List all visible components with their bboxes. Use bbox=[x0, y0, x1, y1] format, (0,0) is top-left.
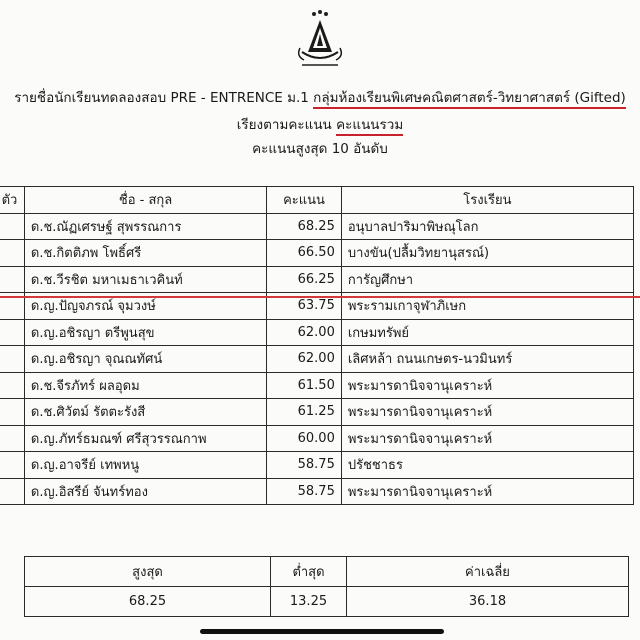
score-cell: 63.75 bbox=[267, 293, 342, 320]
table-row bbox=[0, 425, 634, 452]
home-indicator[interactable] bbox=[200, 629, 444, 634]
school-cell: ปรัชชาธร bbox=[341, 452, 633, 479]
summary-header-max: สูงสุด bbox=[25, 557, 271, 587]
red-divider-line bbox=[0, 296, 640, 298]
name-cell: ด.ช.จีรภัทร์ ผลอุดม bbox=[24, 372, 266, 399]
table-row bbox=[0, 452, 634, 479]
score-cell: 66.25 bbox=[267, 266, 342, 293]
table-header-row bbox=[0, 187, 634, 214]
name-cell: ด.ญ.ภัทร์ธมณฑ์ ศรีสุวรรณกาพ bbox=[24, 425, 266, 452]
summary-min-value: 13.25 bbox=[271, 587, 347, 617]
rank-cell bbox=[0, 319, 24, 346]
name-cell: ด.ช.ณัฏเศรษฐ์ สุพรรณการ bbox=[24, 213, 266, 240]
summary-table bbox=[24, 556, 629, 617]
ranking-table bbox=[0, 186, 634, 505]
name-cell: ด.ญ.อชิรญา จุณณทัศน์ bbox=[24, 346, 266, 373]
sort-prefix: เรียงตามคะแนน bbox=[236, 117, 337, 133]
rank-cell bbox=[0, 478, 24, 505]
rank-cell bbox=[0, 372, 24, 399]
rank-cell bbox=[0, 266, 24, 293]
school-cell: บางขัน(ปลื้มวิทยานุสรณ์) bbox=[341, 240, 633, 267]
header-score: คะแนน bbox=[267, 187, 342, 214]
school-crest-icon bbox=[288, 8, 352, 72]
score-cell: 62.00 bbox=[267, 319, 342, 346]
table-row bbox=[0, 478, 634, 505]
header-name: ชื่อ - สกุล bbox=[24, 187, 266, 214]
score-cell: 66.50 bbox=[267, 240, 342, 267]
school-cell: เลิศหล้า ถนนเกษตร-นวมินทร์ bbox=[341, 346, 633, 373]
school-cell: พระรามเกาจุฬาภิเษก bbox=[341, 293, 633, 320]
score-cell: 62.00 bbox=[267, 346, 342, 373]
summary-header-avg: ค่าเฉลี่ย bbox=[347, 557, 629, 587]
school-cell: การัญศึกษา bbox=[341, 266, 633, 293]
school-cell: อนุบาลปาริมาพิษณุโลก bbox=[341, 213, 633, 240]
title-prefix: รายชื่อนักเรียนทดลองสอบ PRE - ENTRENCE ม.1 bbox=[14, 90, 314, 106]
score-cell: 60.00 bbox=[267, 425, 342, 452]
school-cell: พระมารดานิจจานุเคราะห์ bbox=[341, 425, 633, 452]
table-row bbox=[0, 346, 634, 373]
header-school: โรงเรียน bbox=[341, 187, 633, 214]
score-cell: 68.25 bbox=[267, 213, 342, 240]
name-cell: ด.ญ.อชิรญา ตรีพูนสุข bbox=[24, 319, 266, 346]
sort-key: คะแนนรวม bbox=[336, 117, 403, 136]
name-cell: ด.ญ.อาจรีย์ เทพหนู bbox=[24, 452, 266, 479]
table-row bbox=[0, 213, 634, 240]
summary-avg-value: 36.18 bbox=[347, 587, 629, 617]
rank-cell bbox=[0, 240, 24, 267]
document-title bbox=[0, 86, 640, 108]
header-rank: ตัว bbox=[0, 187, 24, 214]
name-cell: ด.ญ.ปัญจภรณ์ จุมวงษ์ bbox=[24, 293, 266, 320]
summary-header-row bbox=[25, 557, 629, 587]
table-row bbox=[0, 240, 634, 267]
score-cell: 61.50 bbox=[267, 372, 342, 399]
rank-cell bbox=[0, 452, 24, 479]
sort-note bbox=[0, 113, 640, 135]
table-row bbox=[0, 319, 634, 346]
table-row bbox=[0, 399, 634, 426]
name-cell: ด.ช.กิตติภพ โพธิ์ศรี bbox=[24, 240, 266, 267]
name-cell: ด.ช.ศิวัตม์ รัตตะรังสี bbox=[24, 399, 266, 426]
school-cell: พระมารดานิจจานุเคราะห์ bbox=[341, 478, 633, 505]
rank-cell bbox=[0, 346, 24, 373]
school-cell: พระมารดานิจจานุเคราะห์ bbox=[341, 399, 633, 426]
school-cell: เกษมทรัพย์ bbox=[341, 319, 633, 346]
table-row bbox=[0, 372, 634, 399]
summary-header-min: ต่ำสุด bbox=[271, 557, 347, 587]
summary-value-row bbox=[25, 587, 629, 617]
summary-max-value: 68.25 bbox=[25, 587, 271, 617]
score-cell: 61.25 bbox=[267, 399, 342, 426]
table-row bbox=[0, 266, 634, 293]
rank-cell bbox=[0, 213, 24, 240]
name-cell: ด.ช.วีรชิต มหาเมธาเวคินท์ bbox=[24, 266, 266, 293]
score-cell: 58.75 bbox=[267, 478, 342, 505]
rank-cell bbox=[0, 425, 24, 452]
name-cell: ด.ญ.อิสรีย์ จันทร์ทอง bbox=[24, 478, 266, 505]
score-cell: 58.75 bbox=[267, 452, 342, 479]
program-name: กลุ่มห้องเรียนพิเศษคณิตศาสตร์-วิทยาศาสตร์ (Gifted) bbox=[313, 90, 626, 109]
rank-cell bbox=[0, 399, 24, 426]
top-count-note: คะแนนสูงสุด 10 อันดับ bbox=[252, 141, 388, 157]
school-cell: พระมารดานิจจานุเคราะห์ bbox=[341, 372, 633, 399]
